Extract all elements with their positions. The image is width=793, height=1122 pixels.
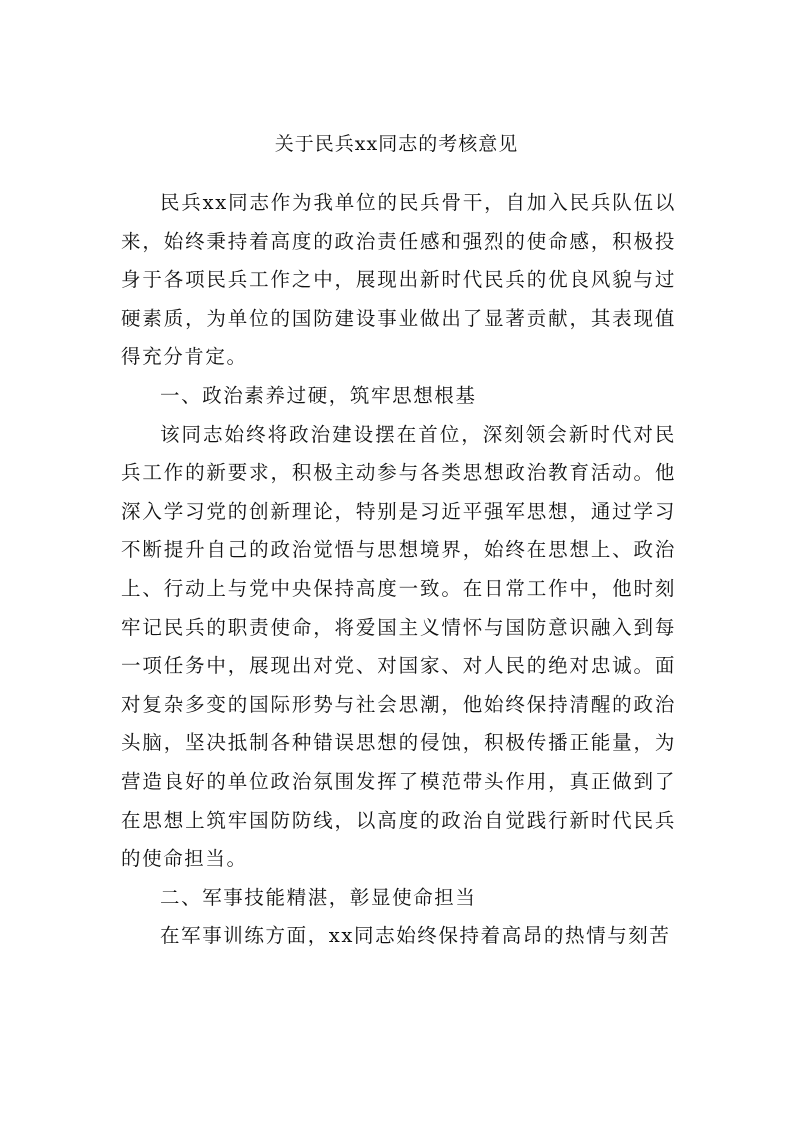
intro-paragraph: 民兵xx同志作为我单位的民兵骨干，自加入民兵队伍以来，始终秉持着高度的政治责任感和强烈的使命感，积极投身于各项民兵工作之中，展现出新时代民兵的优良风貌与过硬素质，为单位的国防建设事业做出了显著贡献，其表现值得充分肯定。 (121, 191, 676, 369)
section-heading-military: 二、军事技能精湛，彰显使命担当 (160, 885, 477, 909)
military-paragraph: 在军事训练方面，xx同志始终保持着高昂的热情与刻苦 (160, 924, 671, 948)
political-paragraph: 该同志始终将政治建设摆在首位，深刻领会新时代对民兵工作的新要求，积极主动参与各类思想政治教育活动。他深入学习党的创新理论，特别是习近平强军思想，通过学习不断提升自己的政治觉悟与思想境界，始终在思想上、政治上、行动上与党中央保持高度一致。在日常工作中，他时刻牢记民兵的职责使命，将爱国主义情怀与国防意识融入到每一项任务中，展现出对党、对国家、对人民的绝对忠诚。面对复杂多变的国际形势与社会思潮，他始终保持清醒的政治头脑，坚决抵制各种错误思想的侵蚀，积极传播正能量，为营造良好的单位政治氛围发挥了模范带头作用，真正做到了在思想上筑牢国防防线，以高度的政治自觉践行新时代民兵的使命担当。 (121, 422, 676, 871)
document-body (121, 184, 676, 956)
section-heading-political: 一、政治素养过硬，筑牢思想根基 (160, 383, 477, 407)
document-title: 关于民兵xx同志的考核意见 (274, 133, 519, 155)
